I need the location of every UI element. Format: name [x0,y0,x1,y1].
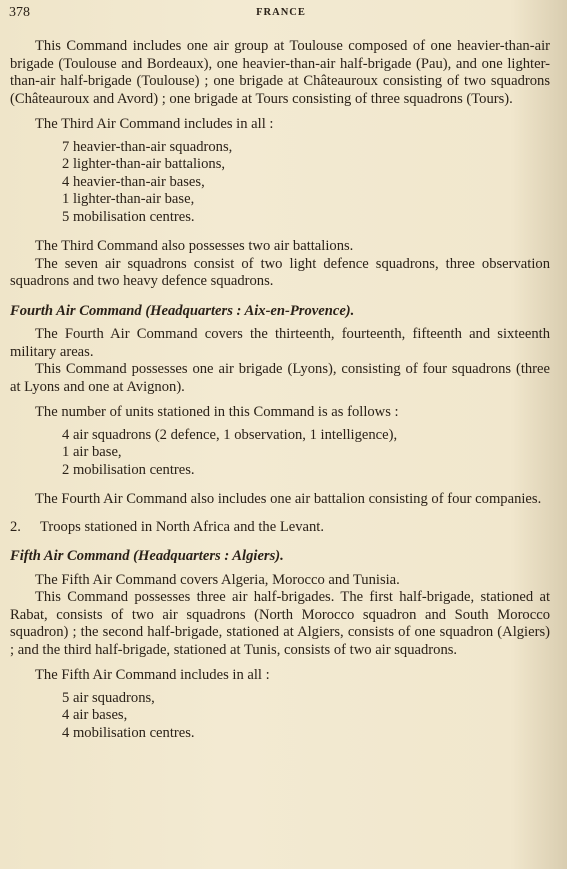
running-header [9,5,553,25]
paragraph: The number of units stationed in this Command is as follows : [35,404,399,420]
section-heading-fifth-air-command: Fifth Air Command (Headquarters : Algiers). [10,548,284,564]
paragraph: The Fourth Air Command covers the thirteenth, fourteenth, fifteenth and sixteenth military areas. [10,326,550,360]
list-item: 2 mobilisation centres. [62,461,195,478]
list-item: 2 lighter-than-air battalions, [62,156,226,172]
unit-list-fifth-command [62,690,550,743]
unit-list-fourth-command [62,427,550,480]
list-item: 4 air bases, [62,707,128,723]
list-item: 4 air squadrons (2 defence, 1 observation, 1 intelligence), [62,426,398,443]
running-title: FRANCE [256,7,306,18]
paragraph: The Fifth Air Command covers Algeria, Morocco and Tunisia. [35,571,400,588]
paragraph: The Fifth Air Command includes in all : [35,667,270,683]
paragraph: The seven air squadrons consist of two light defence squadrons, three observation squadrons and two heavy defence squadrons. [10,255,550,289]
paragraph: This Command possesses one air brigade (Lyons), consisting of four squadrons (three at Lyons and one at Avignon). [10,361,550,395]
section-title: Troops stationed in North Africa and the Levant. [40,518,324,535]
section-heading-fourth-air-command: Fourth Air Command (Headquarters : Aix-en-Provence). [10,302,355,319]
list-item: 1 air base, [62,444,122,460]
list-item: 1 lighter-than-air base, [62,191,195,207]
list-item: 4 mobilisation centres. [62,724,195,741]
paragraph: This Command possesses three air half-brigades. The first half-brigade, stationed at Rabat, consists of two air squadrons (North Morocco squadron and South Morocco squadron) ; the second half-brigade, stationed at Algiers, consists of one squadron (Algiers) ; and the third half-brigade, stationed at Tunis, consists of two air squadrons. [10,589,550,658]
page-body [10,38,550,742]
paragraph: The Third Command also possesses two air battalions. [35,238,354,254]
paragraph: This Command includes one air group at Toulouse composed of one heavier-than-air brigade (Toulouse and Bordeaux), one heavier-than-air half-brigade (Pau), and one lighter-than-air half-brigade (Toulouse) ; one brigade at Châteauroux consisting of two squadrons (Châteauroux and Avord) ; one brigade at Tours consisting of three squadrons (Tours). [10,38,550,107]
paragraph: The Fourth Air Command also includes one air battalion consisting of four companies. [35,491,542,507]
section-number: 2. [10,518,21,535]
list-item: 4 heavier-than-air bases, [62,173,205,190]
section-2-heading [10,519,550,537]
page-number: 378 [9,5,30,20]
paragraph: The Third Air Command includes in all : [35,116,274,132]
unit-list-third-command [62,139,550,227]
list-item: 7 heavier-than-air squadrons, [62,138,233,155]
list-item: 5 air squadrons, [62,689,155,706]
list-item: 5 mobilisation centres. [62,208,195,225]
